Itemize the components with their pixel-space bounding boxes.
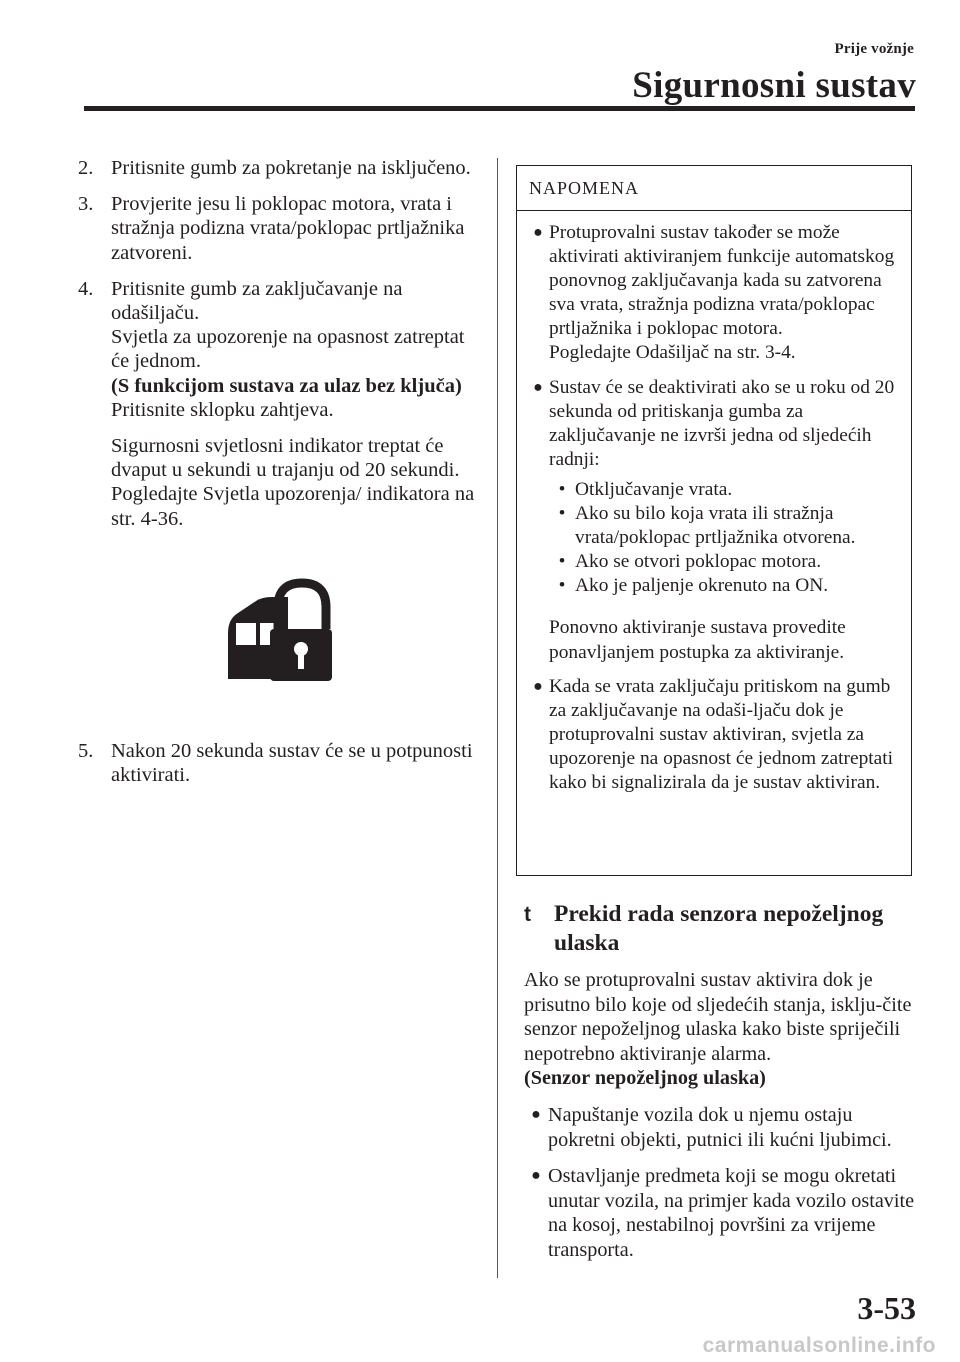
section-subtitle: Prije vožnje [834,41,914,57]
note-item [527,675,901,795]
note-item [527,221,901,366]
note-text: Pogledajte Odašiljač na str. 3-4. [549,342,796,364]
step-text: Pritisnite sklopku zahtjeva. [111,398,334,421]
step-text: Pogledajte Svjetla upozorenja/ indikatora na str. 4-36. [111,483,475,530]
note-heading: NAPOMENA [517,166,911,211]
step-text: Sigurnosni svjetlosni indikator treptat će dvaput u sekundi u trajanju od 20 sekundi. [111,435,460,482]
step-5 [78,739,478,787]
sub-bullet-icon: • [558,551,566,573]
bullet-icon: ● [533,677,543,695]
step-number: 2. [78,157,94,179]
step-2 [78,156,478,180]
note-text: Sustav će se deaktivirati ako se u roku od 20 sekunda od pritiskanja gumba za zaključavanje ne izvrši jedna od sljedećih radnji: [549,376,895,470]
step-number: 3. [78,193,94,216]
sub-item [549,550,901,574]
bullet-icon: ● [531,1105,541,1123]
step-text: Pritisnite gumb za zaključavanje na odašiljaču. [111,277,403,325]
sub-bullet-icon: • [558,503,566,525]
header-rule [84,106,915,111]
list-item-text: Napuštanje vozila dok u njemu ostaju pokretni objekti, putnici ili kućni ljubimci. [548,1103,892,1151]
note-box [516,165,912,876]
list-item-text: Ostavljanje predmeta koji se mogu okretati unutar vozila, na primjer kada vozilo ostavite na kosoj, nestabilnoj površini za vrijeme transporta. [548,1165,915,1261]
note-item [527,376,901,607]
section-intro: Ako se protuprovalni sustav aktivira dok je prisutno bilo koje od sljedećih stanja, isklju-čite senzor nepoželjnog ulaska kako biste spriječili nepotrebno aktiviranje alarma. [524,969,912,1065]
left-column [78,156,478,799]
sub-item-text: Otključavanje vrata. [575,478,733,500]
step-text: Provjerite jesu li poklopac motora, vrata i stražnja podizna vrata/poklopac prtljažnika zatvoreni. [111,193,465,264]
section-heading-text: Prekid rada senzora nepoželjnog ulaska [554,901,884,956]
sub-bullet-icon: • [558,478,566,500]
page-title: Sigurnosni sustav [632,65,916,106]
step-number: 4. [78,277,94,300]
step-bold-text: (S funkcijom sustava za ulaz bez ključa) [111,374,462,397]
list-item [524,1164,916,1262]
sub-item-text: Ako se otvori poklopac motora. [575,551,822,573]
step-text: Svjetla za upozorenje na opasnost zatreptat će jednom. [111,326,465,373]
section-bold-text: (Senzor nepoželjnog ulaska) [524,1067,766,1090]
sub-item [549,574,901,598]
section-body [524,968,916,1263]
bullet-icon: ● [531,1167,541,1185]
step-text: Nakon 20 sekunda sustav će se u potpunosti aktivirati. [111,739,473,787]
page-number: 3-53 [857,1290,916,1326]
security-indicator-icon [222,577,334,685]
step-4 [78,277,478,531]
list-item [524,1103,916,1152]
step-3 [78,192,478,265]
step-number: 5. [78,739,94,762]
step-text: Pritisnite gumb za pokretanje na isključeno. [111,157,471,179]
note-text: Ponovno aktiviranje sustava provedite ponavljanjem postupka za aktiviranje. [549,617,846,663]
note-text: Kada se vrata zaključaju pritiskom na gumb za zaključavanje na odaši-ljaču dok je protuprovalni sustav aktiviran, svjetla za upozorenje na opasnost će jednom zatreptati kako bi signalizirala da je sustav aktiviran. [549,675,894,793]
note-sub-list [549,478,901,598]
bullet-icon: ● [533,378,543,396]
bullet-icon: ● [533,224,543,241]
sub-item [549,502,901,550]
sub-item [549,478,901,502]
section-heading [524,900,914,958]
watermark: carmanualsonline.info [702,1334,936,1357]
note-text: Protuprovalni sustav također se može aktivirati aktiviranjem funkcije automatskog ponovnog zaključavanja kada su zatvorena sva vrata, stražnja podizna vrata/poklopac prtljažnika i poklopac motora. [549,222,895,340]
section-marker-icon: t [524,903,531,926]
sub-item-text: Ako su bilo koja vrata ili stražnja vrata/poklopac prtljažnika otvorena. [575,503,856,549]
sub-bullet-icon: • [558,575,566,597]
icon-area [78,577,478,685]
sub-item-text: Ako je paljenje okrenuto na ON. [575,575,829,597]
column-divider [497,158,498,1278]
